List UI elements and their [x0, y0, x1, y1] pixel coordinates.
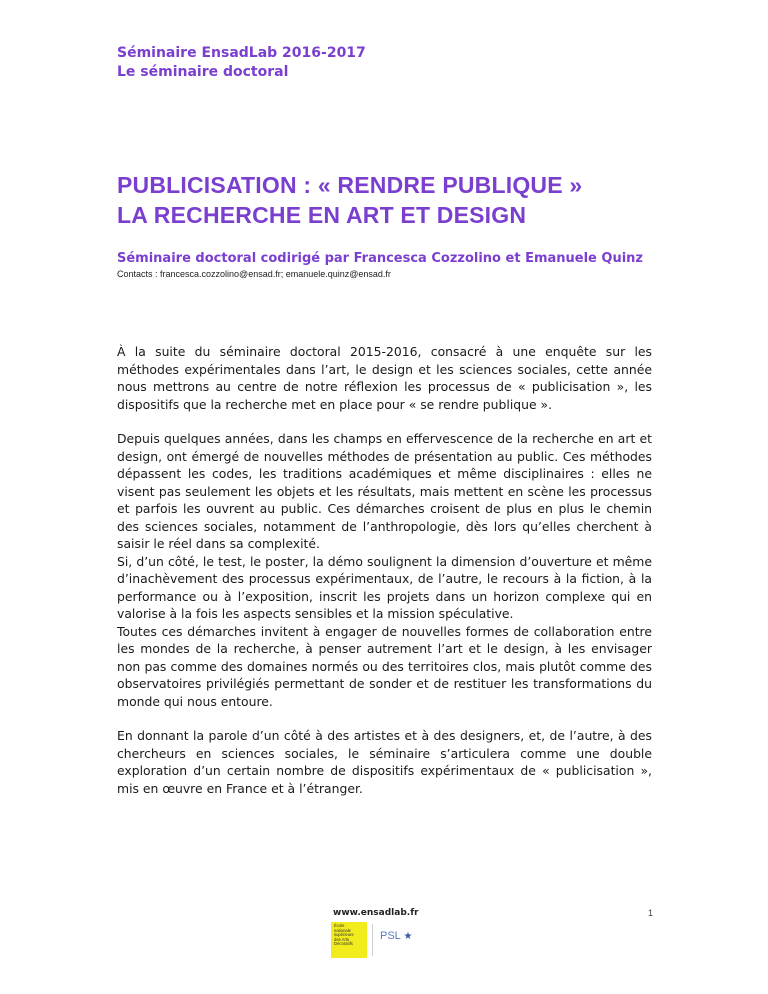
ensad-logo-line: École [334, 923, 345, 928]
page-header [117, 44, 366, 82]
logo-divider [372, 924, 373, 956]
title-line-1: PUBLICISATION : « RENDRE PUBLIQUE » [117, 172, 583, 198]
ensad-logo-line: Décoratifs [334, 941, 353, 947]
page-number: 1 [648, 908, 654, 918]
ensad-logo-line: nationale [334, 927, 351, 933]
paragraph: À la suite du séminaire doctoral 2015-2016, consacré à une enquête sur les méthodes expérimentales dans l’art, le design et les sciences sociales, cette année nous mettrons au centre de notre réflexion les processus de « publicisation », les dispositifs que la recherche met en place pour « se rendre publique ». [117, 344, 652, 412]
ensad-logo-line: supérieure [334, 932, 354, 938]
contacts-line: Contacts : francesca.cozzolino@ensad.fr; emanuele.quinz@ensad.fr [117, 269, 391, 279]
subtitle: Séminaire doctoral codirigé par Francesca Cozzolino et Emanuele Quinz [117, 251, 643, 266]
psl-logo-text: PSL [380, 930, 401, 942]
header-line-1: Séminaire EnsadLab 2016-2017 [117, 45, 366, 61]
paragraph: En donnant la parole d’un côté à des artistes et à des designers, et, de l’autre, à des chercheurs en sciences sociales, le séminaire s’articulera comme une double exploration d’un certain nombre de dispositifs expérimentaux de « publicisation », mis en œuvre en France et à l’étranger. [117, 728, 652, 796]
title-line-2: LA RECHERCHE EN ART ET DESIGN [117, 202, 527, 228]
header-line-2: Le séminaire doctoral [117, 64, 289, 80]
footer-url: www.ensadlab.fr [333, 908, 419, 918]
star-icon: ★ [403, 931, 413, 942]
body-text [117, 343, 652, 814]
paragraph: Depuis quelques années, dans les champs en effervescence de la recherche en art et design, ont émergé de nouvelles méthodes de présentation au public. Ces méthodes dépassent les codes, les traditions académiques et même disciplinaires : elles ne visent pas seulement les objets et les résultats, mais mettent en scène les processus et parfois les ouvrent au public. Ces démarches croisent de plus en plus le chemin des sciences sociales, notamment de l’anthropologie, dès lors qu’elles cherchent à saisir le réel dans sa complexité. Si, d’un côté, le test, le poster, la démo soulignent la dimension d’ouverture et même d’inachèvement des processus expérimentaux, de l’autre, le recours à la fiction, à la performance ou à l’exposition, inscrit les projets dans un horizon complexe qui en valorise à la fois les aspects sensibles et la mission spéculative. Toutes ces démarches invitent à engager de nouvelles formes de collaboration entre les mondes de la recherche, à penser autrement l’art et le design, à les envisager non pas comme des domaines normés ou des territoires clos, mais plutôt comme des observatoires privilégiés permettant de sonder et de restituer les transformations du monde qui nous entoure. [117, 431, 652, 709]
ensad-logo-line: des Arts [334, 936, 350, 942]
ensad-logo [331, 922, 367, 958]
psl-logo [380, 930, 412, 942]
page-title [117, 170, 677, 230]
